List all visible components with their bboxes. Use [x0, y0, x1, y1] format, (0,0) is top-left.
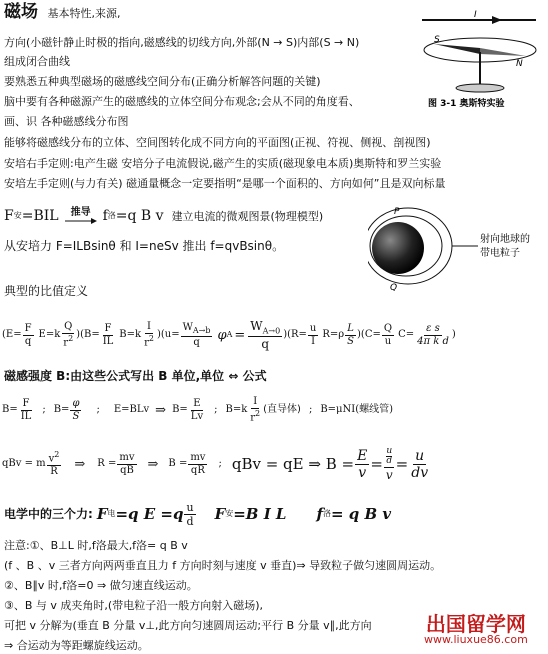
needle-s — [434, 44, 480, 54]
label-p: P — [394, 207, 400, 217]
frac-u-i: $\frac{u}{I}$ — [309, 322, 317, 347]
f-lorentz: f — [102, 208, 108, 224]
note-3: ②、B∥v 时,f洛=0 ⇒ 做匀速直线运动。 — [4, 579, 198, 592]
frac-q-u: $\frac{Q}{u}$ — [383, 322, 393, 347]
earth-diagram — [368, 200, 544, 292]
b-k: B=k — [119, 329, 142, 340]
section-ratio-title: 典型的比值定义 — [4, 284, 89, 298]
label-q: Q — [390, 283, 398, 292]
frac-ud-v: u d v — [385, 446, 393, 482]
line-read-draw: 画、识 各种磁感线分布图 — [4, 115, 129, 128]
line-five-fields: 要熟悉五种典型磁场的磁感线空间分布(正确分析解答问题的关键) — [4, 75, 321, 88]
r-rho: R=ρ — [322, 329, 345, 340]
header — [4, 4, 121, 21]
frac-e-v: $\frac{E}{v}$ — [357, 447, 368, 481]
b-unit-formulas: B= $\frac{F}{IL}$ ; B= $\frac{\varphi}{S}$ ; E=BLv ⇒ B= $\frac{E}{Lv}$ ; B=k $\frac{I}{r^2}$ (直导体) ; B=μNI(螺线管) — [2, 395, 394, 424]
f-ampere: F — [4, 208, 14, 224]
watermark-title: 出国留学网 — [425, 612, 526, 636]
note-2: (f 、B 、v 三者方向两两垂直且力 f 方向时刻与速度 v 垂直)⇒ 导致粒子做匀速圆周运动。 — [4, 559, 442, 572]
frac-w-q: $\frac{W_{A\to b}}{q}$ — [182, 321, 211, 348]
derive-label: 推导 — [70, 207, 91, 218]
earth-figure — [368, 200, 544, 292]
frac-f-q: $\frac{F}{q}$ — [24, 322, 32, 347]
note-5: 可把 v 分解为(垂直 B 分量 v⊥,此方向匀速圆周运动;平行 B 分量 v∥,此方向 — [4, 619, 372, 632]
current-arrow — [492, 16, 502, 24]
frac-b-f-il: $\frac{F}{IL}$ — [20, 397, 32, 422]
long-arrow-icon — [65, 218, 97, 224]
qbv-chain: qBv = m $\frac{v^2}{R}$ ⇒ R = $\frac{mv}{qB}$ ⇒ B = $\frac{mv}{qR}$ ; qBv = qE ⇒ B = $\frac{E}{v}$ = u d v = $\frac{u}{dv}$ — [2, 446, 429, 482]
e-blv: E=BLv — [113, 404, 150, 415]
b-open: )(B= — [76, 329, 100, 340]
label-n: N — [516, 59, 523, 69]
frac-mv-qb: $\frac{mv}{qB}$ — [119, 451, 135, 476]
oersted-diagram — [414, 8, 544, 108]
b-solenoid: B=μNI(螺线管) — [320, 404, 394, 415]
line-3d-concept: 脑中要有各种磁源产生的磁感线的立体空间分布观念;会从不同的角度看、 — [4, 95, 360, 108]
line-left-hand: 安培左手定则(与力有关) 磁通量概念一定要指明“是哪一个面积的、方向如何”且是双向标量 — [4, 177, 446, 190]
e-open: (E= — [2, 329, 22, 340]
note-6: ⇒ 合运动为等距螺旋线运动。 — [4, 639, 149, 652]
qbv-rhs: =q B v — [115, 208, 164, 224]
three-forces: 电学中的三个力: F 电 =q E =q $\frac{u}{d}$ F 安 =B I L f 洛 = q B v — [4, 500, 392, 528]
c-open: )(C= — [357, 329, 381, 340]
note-4: ③、B 与 v 成夹角时,(带电粒子沿一般方向射入磁场), — [4, 599, 263, 612]
frac-w0-q: $\frac{W_{A\to 0}}{q}$ — [250, 318, 281, 352]
frac-eps-4pikd: $\frac{\text{ε s}}{\text{4π k d}}$ — [417, 322, 449, 347]
line-direction: 方向(小磁针静止时极的指向,磁感线的切线方向,外部(N → S)内部(S → N) — [4, 36, 360, 49]
oersted-figure — [414, 8, 544, 108]
phi-symbol: φ — [217, 327, 227, 343]
section-b-title: 磁感强度 B:由这些公式写出 B 单位,单位 ⇔ 公式 — [4, 369, 267, 383]
u-open: )(u= — [156, 329, 180, 340]
fbil-derivation — [4, 204, 323, 228]
frac-e-lv: $\frac{E}{Lv}$ — [190, 397, 204, 422]
frac-i-r2-b: $\frac{I}{r^2}$ — [250, 395, 261, 424]
label-i: I — [474, 10, 477, 20]
watermark-url: www.liuxue86.com — [424, 633, 528, 646]
frac-f-il: $\frac{F}{IL}$ — [102, 322, 114, 347]
fig1-caption: 图 3-1 奥斯特实验 — [428, 99, 505, 108]
line-closed-loop: 组成闭合曲线 — [4, 55, 70, 68]
label-s: S — [434, 35, 440, 45]
sub-lorentz: 洛 — [107, 211, 116, 220]
line-right-hand: 安培右手定则:电产生磁 安培分子电流假说,磁产生的实质(磁现象电本质)奥斯特和罗兰实验 — [4, 157, 442, 170]
sub-ampere: 安 — [13, 211, 22, 220]
line-plane-views: 能够将磁感线分布的立体、空间图转化成不同方向的平面图(正视、符视、侧视、剖视图) — [4, 136, 431, 149]
page-title: 磁场 — [4, 2, 38, 22]
c-eq: C= — [398, 329, 415, 340]
e-k: E=k — [38, 329, 61, 340]
frac-l-s: $\frac{L}{S}$ — [347, 322, 355, 347]
frac-v2-r: $\frac{v^2}{R}$ — [48, 449, 60, 478]
r-open: )(R= — [283, 329, 307, 340]
frac-mv-qr: $\frac{mv}{qR}$ — [190, 451, 206, 476]
earth-globe — [372, 222, 424, 274]
frac-u-dv: $\frac{u}{dv}$ — [411, 447, 429, 481]
bil-rhs: =BIL — [21, 208, 59, 224]
fig2-caption-1: 射向地球的 — [480, 234, 530, 245]
note-1: 注意:①、B⊥L 时,f洛最大,f洛= q B v — [4, 539, 188, 552]
needle-n — [480, 48, 526, 56]
frac-u-d: $\frac{u}{d}$ — [186, 500, 194, 528]
frac-i-r2: $\frac{I}{r^2}$ — [144, 320, 154, 349]
stand-base — [456, 84, 504, 92]
micro-model-note: 建立电流的微观图景(物理模型) — [171, 209, 324, 223]
frac-phi-s: $\frac{\varphi}{S}$ — [72, 397, 80, 422]
page-subtitle: 基本特性,来源, — [47, 7, 121, 20]
fig2-caption-2: 带电粒子 — [480, 248, 520, 259]
derive-arrow — [65, 208, 97, 224]
site-watermark — [420, 612, 532, 647]
line-from-ampere: 从安培力 F=ILBsinθ 和 I=neSv 推出 f=qvBsinθ。 — [4, 239, 285, 253]
ratio-formulas: (E= $\frac{F}{q}$ E=k $\frac{Q}{r^2}$ )(B= $\frac{F}{IL}$ B=k $\frac{I}{r^2}$ )(u= $\frac{W_{A\to b}}{q}$ φ A = $\frac{W_{A\to 0}}{q}$ )(R= $\frac{u}{I}$ R=ρ $\frac{L}{S}$ )(C= $\frac{Q}{u}$ C= $\frac{\text{ε s}}{\text{4π k d}}$ ) — [2, 318, 456, 352]
frac-q-r2: $\frac{Q}{r^2}$ — [63, 320, 74, 349]
